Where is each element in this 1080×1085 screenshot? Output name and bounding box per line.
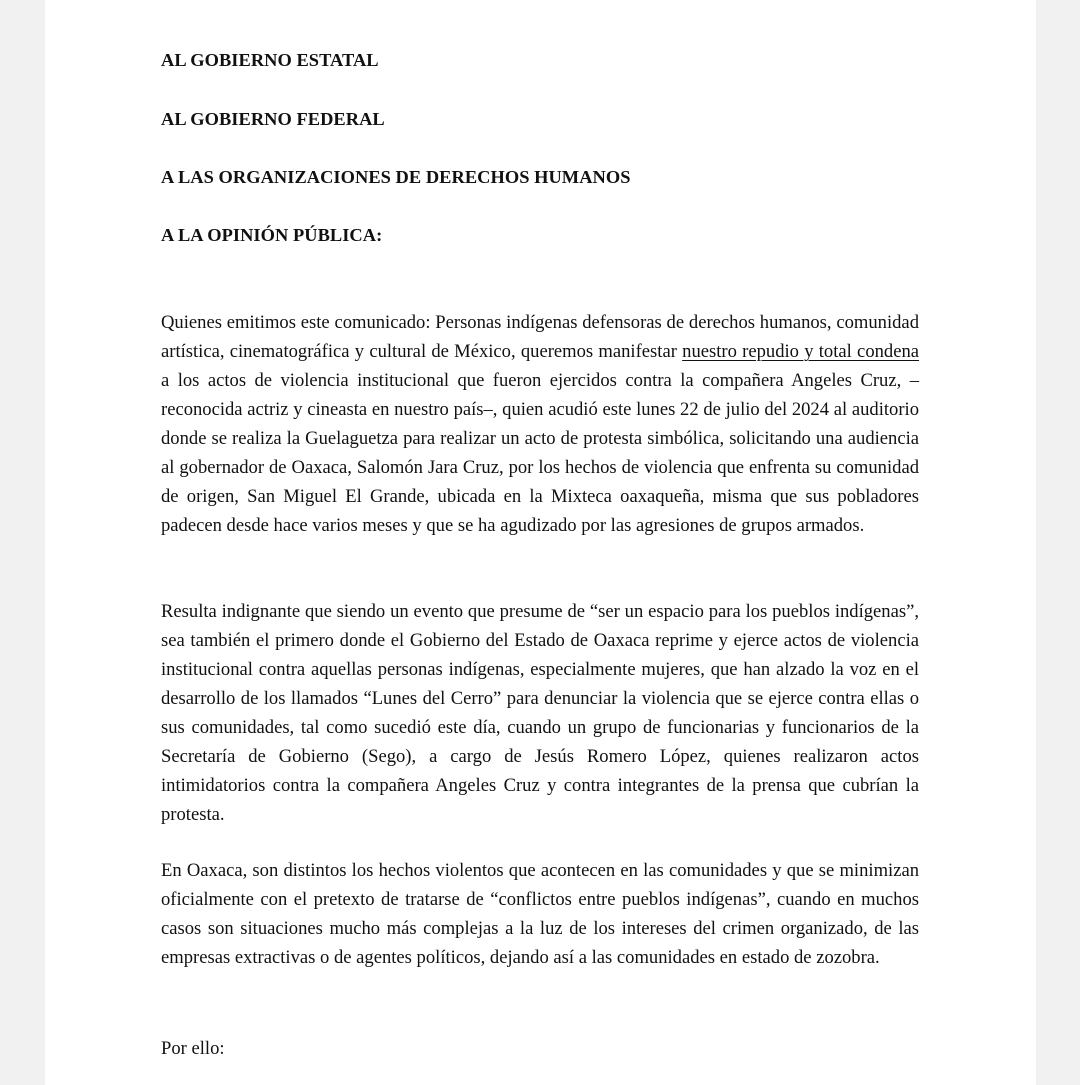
recipient-federal-government: AL GOBIERNO FEDERAL xyxy=(161,109,385,129)
underlined-condemnation: nuestro repudio y total condena xyxy=(682,341,920,362)
document-page xyxy=(45,0,1036,1085)
paragraph-statement xyxy=(161,308,919,540)
closing-line: Por ello: xyxy=(161,1038,225,1059)
recipient-public-opinion: A LA OPINIÓN PÚBLICA: xyxy=(161,225,383,245)
paragraph-oaxaca-context: En Oaxaca, son distintos los hechos violentos que acontecen en las comunidades y que se minimizan oficialmente con el pretexto de tratarse de “conflictos entre pueblos indígenas”, cuando en muchos casos son situaciones mucho más complejas a la luz de los intereses del crimen organizado, de las empresas extractivas o de agentes políticos, dejando así a las comunidades en estado de zozobra. xyxy=(161,860,919,968)
paragraph-statement-intro: Quienes emitimos este comunicado: Personas indígenas defensoras de derechos humanos, comunidad artística, cinematográfica y cultural de México, queremos manifestar xyxy=(161,312,919,362)
paragraph-statement-rest: a los actos de violencia institucional que fueron ejercidos contra la compañera Angeles Cruz, –reconocida actriz y cineasta en nuestro país–, quien acudió este lunes 22 de julio del 2024 al auditorio donde se realiza la Guelaguetza para realizar un acto de protesta simbólica, solicitando una audiencia al gobernador de Oaxaca, Salomón Jara Cruz, por los hechos de violencia que enfrenta su comunidad de origen, San Miguel El Grande, ubicada en la Mixteca oaxaqueña, misma que sus pobladores padecen desde hace varios meses y que se ha agudizado por las agresiones de grupos armados. xyxy=(161,370,919,536)
paragraph-indignation: Resulta indignante que siendo un evento que presume de “ser un espacio para los pueblos indígenas”, sea también el primero donde el Gobierno del Estado de Oaxaca reprime y ejerce actos de violencia institucional contra aquellas personas indígenas, especialmente mujeres, que han alzado la voz en el desarrollo de los llamados “Lunes del Cerro” para denunciar la violencia que se ejerce contra ellas o sus comunidades, tal como sucedió este día, cuando un grupo de funcionarias y funcionarios de la Secretaría de Gobierno (Sego), a cargo de Jesús Romero López, quienes realizaron actos intimidatorios contra la compañera Angeles Cruz y contra integrantes de la prensa que cubrían la protesta. xyxy=(161,601,919,825)
recipient-human-rights-organizations: A LAS ORGANIZACIONES DE DERECHOS HUMANOS xyxy=(161,167,631,187)
recipient-state-government: AL GOBIERNO ESTATAL xyxy=(161,50,379,70)
